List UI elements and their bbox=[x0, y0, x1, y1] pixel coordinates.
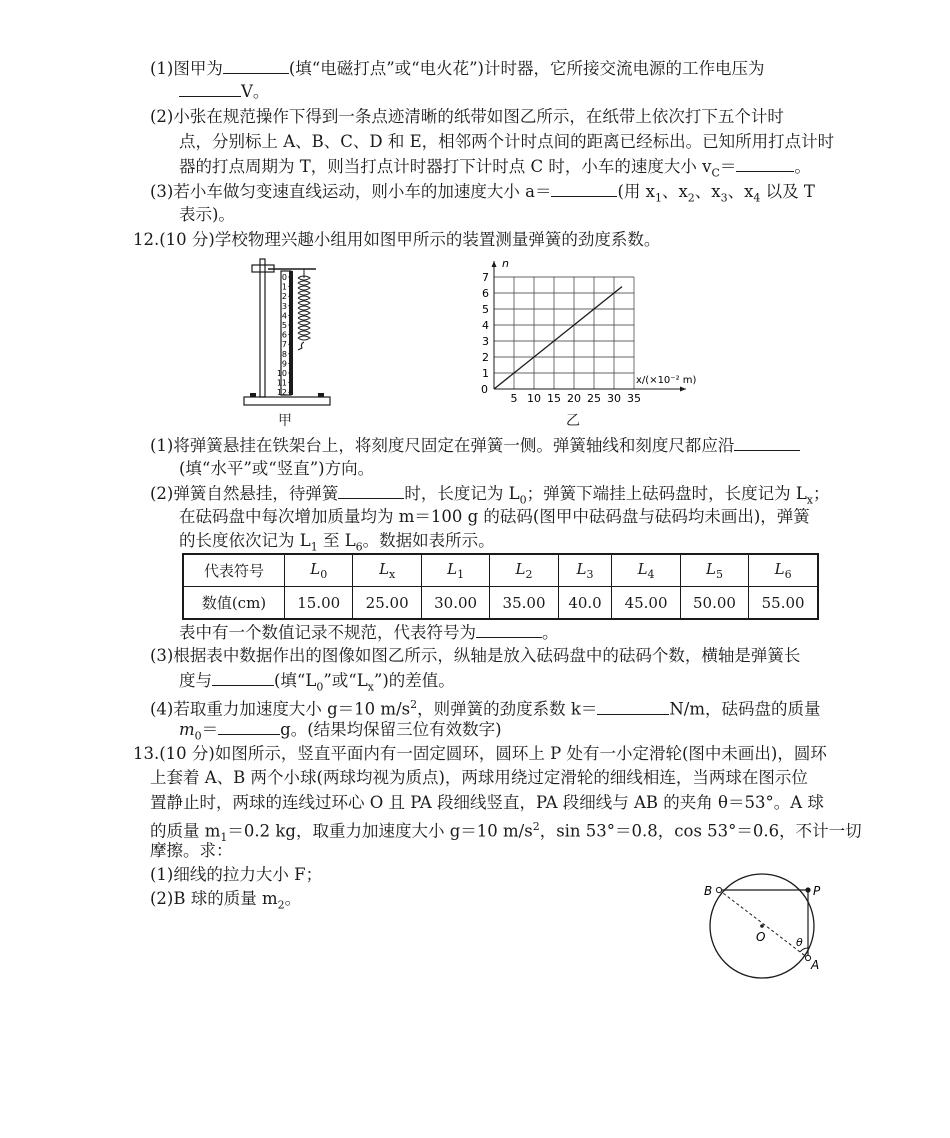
table-cell bbox=[353, 554, 421, 587]
symbol: L bbox=[774, 560, 785, 578]
q12-part4-text4: g。(结果均保留三位有效数字) bbox=[280, 720, 502, 739]
q12-part1-text: (1)将弹簧悬挂在铁架台上，将刻度尺固定在弹簧一侧。弹簧轴线和刻度尺都应沿 bbox=[150, 436, 735, 455]
symbol: L bbox=[515, 560, 526, 578]
subscript: x bbox=[806, 493, 813, 507]
chart-axes bbox=[492, 261, 687, 392]
sep: 、x bbox=[661, 182, 688, 201]
y-tick-label: 4 bbox=[482, 319, 489, 332]
q12-part3-text3: (填“L bbox=[274, 671, 317, 690]
subscript: 1 bbox=[654, 191, 662, 205]
subscript: 0 bbox=[194, 729, 202, 743]
symbol: L bbox=[447, 560, 458, 578]
x-tick-label: 25 bbox=[587, 392, 601, 405]
q12-part4-text: (4)若取重力加速度大小 g＝10 m/s bbox=[150, 699, 411, 719]
ball-b bbox=[716, 887, 721, 892]
symbol: L bbox=[576, 560, 587, 578]
q11-part2-line2 bbox=[179, 131, 834, 153]
table-cell: 25.00 bbox=[353, 587, 421, 620]
ruler-ticks bbox=[277, 273, 291, 397]
symbol: L bbox=[310, 560, 321, 578]
q12-part2-text2: 时，长度记为 L bbox=[404, 484, 520, 503]
q13-text3: 置静止时，两球的连线过环心 O 且 PA 段细线竖直，PA 段细线与 AB 的夹角 θ＝53°。A 球 bbox=[150, 793, 824, 812]
q11-part2-line1 bbox=[150, 106, 784, 128]
stand-rod bbox=[260, 259, 265, 397]
pulley-point-p bbox=[805, 887, 810, 892]
answer-blank[interactable] bbox=[734, 434, 800, 451]
spring bbox=[298, 269, 310, 350]
q12-part4-text2: ，则弹簧的劲度系数 k＝ bbox=[417, 699, 598, 719]
ruler-tick-label: 10 bbox=[276, 369, 287, 378]
q13-line5 bbox=[150, 840, 233, 862]
q11-part1-text: (1)图甲为 bbox=[150, 59, 223, 78]
label-b: B bbox=[704, 884, 713, 898]
q13-text5: ＝0.2 kg，取重力加速度大小 g＝10 m/s bbox=[227, 821, 533, 841]
table-cell: 40.0 bbox=[558, 587, 612, 620]
table-cell bbox=[285, 554, 353, 587]
q12-part3-text2: 度与 bbox=[179, 671, 212, 690]
q12-part1-line1 bbox=[150, 434, 800, 457]
symbol: L bbox=[379, 560, 390, 578]
q13-part1-text: (1)细线的拉力大小 F； bbox=[150, 865, 323, 884]
table-cell bbox=[490, 554, 558, 587]
x-tick-label: 15 bbox=[547, 392, 561, 405]
figure-jia-apparatus bbox=[238, 253, 338, 423]
q13-line4 bbox=[150, 816, 862, 849]
stand-foot bbox=[318, 393, 324, 397]
superscript: 2 bbox=[532, 820, 540, 833]
q13-line3 bbox=[150, 792, 824, 814]
q12-part3-text5: ”)的差值。 bbox=[373, 671, 455, 690]
table-cell: 55.00 bbox=[749, 587, 818, 620]
q11-part1-unit: V。 bbox=[241, 82, 270, 101]
q11-part2-text: (2)小张在规范操作下得到一条点迹清晰的纸带如图乙所示，在纸带上依次打下五个计时 bbox=[150, 107, 784, 126]
q11-part3-text: (3)若小车做匀变速直线运动，则小车的加速度大小 a＝ bbox=[150, 182, 552, 201]
q12-part4-line1 bbox=[150, 694, 821, 721]
series-line bbox=[494, 287, 622, 389]
x-axis-label: x/(×10⁻² m) bbox=[636, 375, 697, 386]
table-header-cell: 代表符号 bbox=[183, 554, 285, 587]
table-cell: 15.00 bbox=[285, 587, 353, 620]
symbol: L bbox=[637, 560, 648, 578]
q12-part3-text: (3)根据表中数据作出的图像如图乙所示，纵轴是放入砝码盘中的砝码个数，横轴是弹簧长 bbox=[150, 646, 801, 665]
y-axis-label: n bbox=[502, 257, 509, 270]
ruler-edge bbox=[289, 271, 293, 395]
x-tick-label: 10 bbox=[527, 392, 541, 405]
y-tick-label: 5 bbox=[482, 303, 489, 316]
ruler-tick-label: 4 bbox=[281, 311, 287, 321]
table-cell bbox=[558, 554, 612, 587]
x-axis-arrow bbox=[680, 387, 686, 392]
y-tick-label: 3 bbox=[482, 335, 489, 348]
q11-part1-text2: (填“电磁打点”或“电火花”)计时器，它所接交流电源的工作电压为 bbox=[288, 59, 765, 78]
sep: 、x bbox=[694, 182, 721, 201]
ruler-tick-label: 11 bbox=[276, 378, 287, 388]
q13-text2: 上套着 A、B 两个小球(两球均视为质点)，两球用绕过定滑轮的细线相连，当两球在图示位 bbox=[150, 768, 808, 787]
q11-part3-text4: 表示)。 bbox=[179, 205, 235, 224]
ruler-tick-label: 2 bbox=[281, 292, 287, 302]
q13-text7: 摩擦。求： bbox=[150, 841, 233, 860]
subscript: 1 bbox=[310, 540, 318, 554]
q13-part1 bbox=[150, 864, 322, 886]
q12-part2-line2 bbox=[179, 506, 810, 528]
q13-part2-text: (2)B 球的质量 m bbox=[150, 889, 278, 908]
period: 。 bbox=[542, 623, 559, 642]
q11-part3-line1 bbox=[150, 180, 815, 209]
chart-tick-labels bbox=[481, 257, 696, 405]
table-cell bbox=[680, 554, 748, 587]
ruler-tick-label: 7 bbox=[281, 340, 287, 350]
table-cell bbox=[749, 554, 818, 587]
subscript: 1 bbox=[457, 568, 465, 581]
answer-blank[interactable] bbox=[212, 669, 274, 686]
semicolon: ； bbox=[813, 484, 830, 503]
q12-part1-text2: (填“水平”或“竖直”)方向。 bbox=[179, 459, 375, 478]
subscript: 4 bbox=[647, 568, 655, 581]
answer-blank[interactable] bbox=[179, 80, 241, 97]
ruler-tick-label: 6 bbox=[281, 330, 287, 340]
chart-series bbox=[494, 287, 622, 389]
q12-part3-text4: ”或“L bbox=[323, 671, 368, 690]
subscript: 0 bbox=[519, 493, 527, 507]
q13-header-text: 13.(10 分)如图所示，竖直平面内有一固定圆环，圆环上 P 处有一小定滑轮(图中未画出)，圆环 bbox=[133, 744, 827, 763]
equals: ＝ bbox=[201, 720, 219, 739]
q12-part4-text3: N/m，砝码盘的质量 bbox=[669, 699, 821, 719]
q11-part3-text3: 以及 T bbox=[760, 182, 815, 201]
symbol: m bbox=[179, 720, 195, 739]
subscript: 2 bbox=[687, 191, 695, 205]
subscript: 5 bbox=[715, 568, 723, 581]
q13-header bbox=[133, 743, 827, 765]
label-p: P bbox=[813, 884, 821, 898]
stand-foot bbox=[250, 393, 256, 397]
subscript: C bbox=[711, 166, 720, 180]
table-cell: 30.00 bbox=[421, 587, 489, 620]
answer-blank[interactable] bbox=[476, 621, 542, 638]
stand-base bbox=[244, 397, 330, 405]
q12-part1-line2 bbox=[179, 458, 374, 480]
q12-part3-line1 bbox=[150, 645, 800, 667]
table-cell bbox=[421, 554, 489, 587]
symbol: L bbox=[706, 560, 716, 578]
q12-part2-text3: ；弹簧下端挂上砝码盘时，长度记为 L bbox=[526, 484, 807, 503]
q13-part2 bbox=[150, 888, 301, 916]
q12-part2-text8: 表中有一个数值记录不规范，代表符号为 bbox=[179, 623, 476, 642]
center-point bbox=[760, 924, 764, 928]
subscript: 1 bbox=[220, 830, 228, 844]
table-row bbox=[183, 587, 818, 620]
superscript: 2 bbox=[410, 698, 418, 711]
q13-text4: 的质量 m bbox=[150, 821, 221, 841]
answer-blank[interactable] bbox=[223, 57, 289, 74]
y-axis-arrow bbox=[492, 261, 497, 267]
q11-part2-text3: 器的打点周期为 T，则当打点计时器打下计时点 C 时，小车的速度大小 v bbox=[179, 157, 712, 176]
table-cell bbox=[612, 554, 680, 587]
subscript: 0 bbox=[320, 568, 328, 581]
period: 。 bbox=[794, 157, 811, 176]
label-theta: θ bbox=[796, 936, 803, 949]
q11-part2-text2: 点，分别标上 A、B、C、D 和 E，相邻两个计时点间的距离已经标出。已知所用打点计时 bbox=[179, 132, 835, 151]
figure-jia-label: 甲 bbox=[278, 413, 292, 429]
subscript: x bbox=[389, 568, 396, 581]
subscript: 2 bbox=[277, 898, 285, 912]
q11-part3-text2: (用 x bbox=[617, 182, 655, 201]
y-tick-label: 6 bbox=[482, 287, 489, 300]
figure-yi-chart bbox=[470, 253, 720, 413]
answer-blank[interactable] bbox=[597, 698, 669, 715]
answer-blank[interactable] bbox=[338, 482, 404, 499]
subscript: 4 bbox=[753, 191, 761, 205]
answer-blank[interactable] bbox=[218, 718, 280, 735]
subscript: 6 bbox=[784, 568, 792, 581]
figure-ring-diagram bbox=[692, 870, 832, 990]
q12-part2-text6: 至 L bbox=[317, 531, 356, 550]
x-tick-label: 5 bbox=[510, 392, 518, 405]
q11-part1-line1 bbox=[150, 57, 765, 80]
x-tick-label: 30 bbox=[607, 392, 621, 405]
table-cell: 35.00 bbox=[490, 587, 558, 620]
q13-text6: ，sin 53°＝0.8，cos 53°＝0.6，不计一切 bbox=[539, 821, 862, 841]
ruler-tick-label: 8 bbox=[281, 349, 287, 359]
q12-part2-text: (2)弹簧自然悬挂，待弹簧 bbox=[150, 484, 339, 503]
data-table bbox=[182, 553, 819, 620]
ruler-tick-label: 0 bbox=[281, 273, 287, 282]
ruler-tick-label: 9 bbox=[281, 359, 287, 369]
subscript: 3 bbox=[586, 568, 594, 581]
q12-part2-text4: 在砝码盘中每次增加质量均为 m＝100 g 的砝码(图甲中砝码盘与砝码均未画出)，弹簧 bbox=[179, 507, 810, 526]
x-tick-label: 20 bbox=[567, 392, 581, 405]
ruler-tick-label: 1 bbox=[281, 282, 287, 292]
y-tick-label: 7 bbox=[482, 271, 489, 284]
subscript: x bbox=[367, 680, 374, 694]
subscript: 3 bbox=[720, 191, 728, 205]
equals: ＝ bbox=[719, 157, 737, 176]
label-a: A bbox=[811, 958, 820, 972]
ruler-tick-label: 3 bbox=[281, 301, 287, 311]
ruler-tick-label: 12 bbox=[276, 388, 287, 398]
ball-a bbox=[805, 955, 810, 960]
q11-part1-line2 bbox=[179, 80, 269, 103]
ruler-tick-label: 5 bbox=[281, 321, 287, 330]
subscript: 2 bbox=[525, 568, 533, 581]
q13-line2 bbox=[150, 767, 808, 789]
q12-part2-text7: 。数据如表所示。 bbox=[362, 531, 495, 550]
q12-header bbox=[133, 229, 660, 251]
y-tick-label: 1 bbox=[482, 367, 489, 380]
subscript: 0 bbox=[316, 680, 324, 694]
table-row bbox=[183, 554, 818, 587]
origin-label: 0 bbox=[481, 383, 488, 396]
figure-yi-label: 乙 bbox=[566, 413, 580, 429]
answer-blank[interactable] bbox=[551, 180, 617, 197]
q12-part2-line4 bbox=[179, 621, 559, 644]
label-o: O bbox=[756, 930, 766, 944]
table-cell: 45.00 bbox=[612, 587, 680, 620]
x-tick-label: 35 bbox=[627, 392, 641, 405]
table-cell: 50.00 bbox=[680, 587, 748, 620]
y-tick-label: 2 bbox=[482, 351, 489, 364]
q12-part2-text5: 的长度依次记为 L bbox=[179, 531, 311, 550]
table-header-cell: 数值(cm) bbox=[183, 587, 285, 620]
sep: 、x bbox=[727, 182, 754, 201]
period: 。 bbox=[284, 889, 302, 908]
q11-part3-line2 bbox=[179, 204, 235, 226]
q12-header-text: 12.(10 分)学校物理兴趣小组用如图甲所示的装置测量弹簧的劲度系数。 bbox=[133, 230, 661, 249]
answer-blank[interactable] bbox=[736, 155, 794, 172]
subscript: 6 bbox=[355, 540, 363, 554]
line-ab-dashed bbox=[719, 890, 808, 958]
